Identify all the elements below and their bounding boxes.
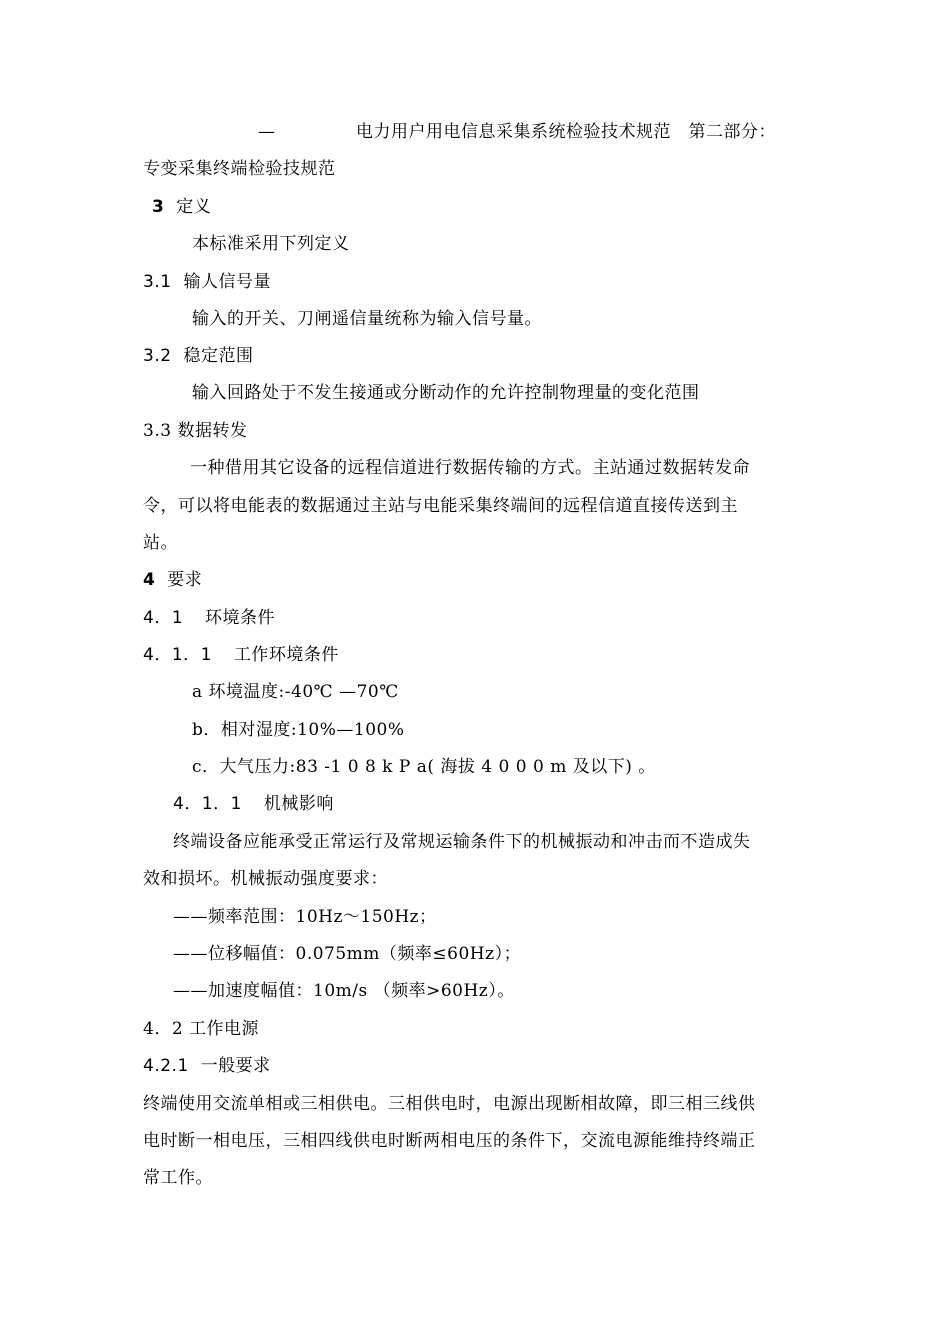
mechanical-list-frequency: ——频率范围：10Hz～150Hz； [173, 907, 437, 927]
power-para-line-1: 终端使用交流单相或三相供电。三相供电时，电源出现断相故障，即三相三线供 [143, 1094, 756, 1114]
section-3-3-para-line-1: 一种借用其它设备的远程信道进行数据传输的方式。主站通过数据转发命 [190, 458, 750, 478]
section-3-1-title: 输人信号量 [183, 272, 271, 292]
section-3-3-heading: 3.3 数据转发 [143, 421, 248, 441]
section-4-1-heading [143, 607, 275, 629]
section-3-title: 定义 [176, 197, 212, 217]
section-mechanical-heading [173, 793, 334, 815]
mechanical-para-line-1: 终端设备应能承受正常运行及常规运输条件下的机械振动和冲击而不造成失 [173, 832, 751, 852]
list-item-c: c．大气压力:83 -1 0 8 k P a( 海拔 4 0 0 0 m 及以下) 。 [192, 757, 656, 777]
section-3-heading [152, 196, 211, 218]
section-4-2-heading: 4．2 工作电源 [143, 1019, 260, 1039]
title-line-1: 电力用户用电信息采集系统检验技术规范 第二部分： [356, 122, 776, 142]
section-3-number: 3 [152, 197, 165, 217]
section-4-1-1-title: 工作环境条件 [233, 645, 339, 665]
section-3-2-title: 稳定范围 [183, 346, 254, 366]
section-4-2-1-title: 一般要求 [200, 1056, 271, 1076]
section-3-3-para-line-2: 令，可以将电能表的数据通过主站与电能采集终端间的远程信道直接传送到主 [143, 496, 738, 516]
mechanical-list-acceleration: ——加速度幅值：10m/s （频率>60Hz）。 [173, 981, 515, 1001]
section-4-2-1-number: 4.2.1 [143, 1056, 189, 1076]
power-para-line-3: 常工作。 [143, 1168, 213, 1188]
section-3-1-number: 3.1 [143, 272, 172, 292]
section-mechanical-title: 机械影响 [263, 794, 334, 814]
list-item-b: b．相对湿度:10%—100% [192, 720, 405, 740]
section-4-number: 4 [143, 570, 156, 590]
title-dash: — [258, 122, 276, 142]
section-4-1-title: 环境条件 [205, 608, 276, 628]
section-4-title: 要求 [167, 570, 203, 590]
mechanical-list-displacement: ——位移幅值：0.075mm（频率≤60Hz）； [173, 944, 522, 964]
section-4-2-1-heading [143, 1055, 271, 1077]
section-3-intro: 本标准采用下列定义 [192, 234, 350, 254]
title-line-2: 专变采集终端检验技规范 [143, 159, 336, 179]
section-3-2-heading [143, 345, 253, 367]
list-item-a: a 环境温度:-40℃ —70℃ [192, 682, 399, 702]
section-4-1-number: 4．1 [143, 608, 184, 628]
section-mechanical-number: 4．1．1 [173, 794, 242, 814]
section-3-3-para-line-3: 站。 [143, 533, 178, 553]
section-3-2-text: 输入回路处于不发生接通或分断动作的允许控制物理量的变化范围 [192, 383, 700, 403]
section-4-1-1-heading [143, 644, 339, 666]
mechanical-para-line-2: 效和损坏。机械振动强度要求： [143, 869, 388, 889]
power-para-line-2: 电时断一相电压，三相四线供电时断两相电压的条件下，交流电源能维持终端正 [143, 1131, 756, 1151]
section-3-1-text: 输入的开关、刀闸遥信量统称为输入信号量。 [192, 309, 542, 329]
section-4-heading [143, 569, 202, 591]
section-3-1-heading [143, 271, 271, 293]
section-4-1-1-number: 4．1．1 [143, 645, 212, 665]
section-3-2-number: 3.2 [143, 346, 172, 366]
